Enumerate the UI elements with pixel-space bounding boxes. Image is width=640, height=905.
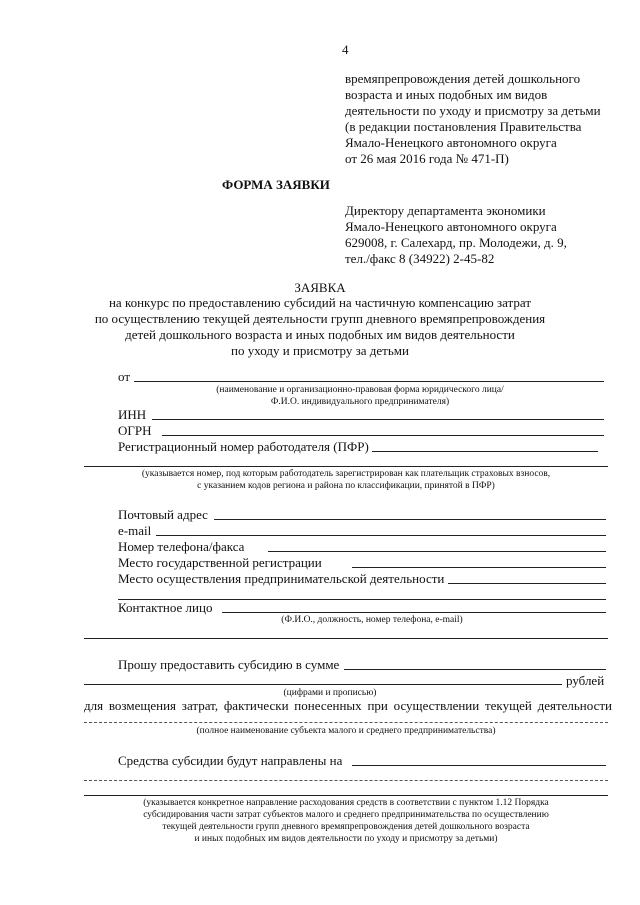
header-note-line: (в редакции постановления Правительства: [345, 119, 582, 134]
postal-label: Почтовый адрес: [118, 507, 208, 522]
from-hint: [140, 384, 580, 408]
header-note-line: от 26 мая 2016 года № 471-П): [345, 151, 509, 166]
rubles-label: рублей: [566, 673, 605, 688]
phone-label: Номер телефона/факса: [118, 539, 245, 554]
request-label: Прошу предоставить субсидию в сумме: [118, 657, 340, 672]
pfr-hint-line: с указанием кодов региона и района по классификации, принятой в ПФР): [197, 481, 495, 491]
entity-field[interactable]: [84, 722, 608, 723]
addressee-line: тел./факс 8 (34922) 2-45-82: [345, 251, 495, 266]
header-note-line: возраста и иных подобных им видов: [345, 87, 548, 102]
direction-hint-line: текущей деятельности групп дневного времяпрепровождения детей дошкольного возраста: [162, 822, 530, 832]
subtitle-line: по уходу и присмотру за детьми: [231, 343, 409, 358]
subtitle-line: на конкурс по предоставлению субсидий на частичную компенсацию затрат: [108, 295, 532, 310]
ogrn-label: ОГРН: [118, 423, 152, 438]
addressee-line: Директору департамента экономики: [345, 203, 546, 218]
addressee-line: 629008, г. Салехард, пр. Молодежи, д. 9,: [345, 235, 567, 250]
application-subtitle: [80, 295, 560, 359]
ogrn-field[interactable]: [162, 435, 604, 436]
funds-field-line-3[interactable]: [84, 795, 608, 796]
form-title: ФОРМА ЗАЯВКИ: [222, 177, 330, 192]
business-place-field[interactable]: [448, 583, 606, 584]
email-label: e-mail: [118, 523, 152, 538]
header-note-line: Ямало-Ненецкого автономного округа: [345, 135, 557, 150]
inn-field[interactable]: [152, 419, 604, 420]
subtitle-line: по осуществлению текущей деятельности групп дневного времяпрепровождения: [94, 311, 546, 326]
header-note: [345, 71, 625, 167]
subtitle-line: детей дошкольного возраста и иных подобных им видов деятельности: [125, 327, 515, 342]
application-title: ЗАЯВКА: [294, 280, 346, 295]
entity-hint: (полное наименование субъекта малого и среднего предпринимательства): [196, 726, 496, 736]
pfr-hint-line: (указывается номер, под которым работодатель зарегистрирован как плательщик страховых взносов,: [141, 469, 551, 479]
pfr-field[interactable]: [372, 451, 598, 452]
inn-label: ИНН: [118, 407, 147, 422]
contact-label: Контактное лицо: [118, 600, 213, 615]
from-hint-line: Ф.И.О. индивидуального предпринимателя): [270, 397, 450, 407]
contact-hint: (Ф.И.О., должность, номер телефона, e-mail): [281, 615, 463, 625]
funds-field-line-2[interactable]: [84, 780, 608, 781]
pfr-label: Регистрационный номер работодателя (ПФР): [118, 439, 369, 454]
addressee-line: Ямало-Ненецкого автономного округа: [345, 219, 557, 234]
direction-hint-line: субсидирования части затрат субъектов малого и среднего предпринимательства по осуществлению: [143, 810, 549, 820]
header-note-line: времяпрепровождения детей дошкольного: [345, 71, 581, 86]
pfr-hint: [84, 468, 608, 492]
amount-hint: (цифрами и прописью): [283, 688, 377, 698]
reg-place-label: Место государственной регистрации: [118, 555, 322, 570]
phone-field[interactable]: [268, 551, 606, 552]
amount-field[interactable]: [344, 669, 606, 670]
from-label: от: [118, 369, 131, 384]
contact-field[interactable]: [222, 612, 606, 613]
direction-hint-line: и иных подобных им видов деятельности по уходу и присмотру за детьми): [194, 834, 498, 844]
funds-field[interactable]: [352, 765, 606, 766]
page-number: 4: [342, 42, 349, 57]
from-hint-line: (наименование и организационно-правовая форма юридического лица/: [216, 385, 504, 395]
from-field[interactable]: [134, 381, 604, 382]
purpose-text: для возмещения затрат, фактически понесенных при осуществлении текущей деятельности: [84, 698, 612, 713]
header-note-line: деятельности по уходу и присмотру за детьми: [345, 103, 601, 118]
reg-place-field[interactable]: [352, 567, 606, 568]
addressee: [345, 203, 625, 267]
pfr-field-continued[interactable]: [84, 466, 608, 467]
contact-field-continued[interactable]: [84, 638, 608, 639]
direction-hint: [84, 797, 608, 845]
postal-field[interactable]: [214, 519, 606, 520]
email-field[interactable]: [156, 535, 606, 536]
funds-label: Средства субсидии будут направлены на: [118, 753, 343, 768]
direction-hint-line: (указывается конкретное направление расходования средств в соответствии с пунктом 1.12 Порядка: [143, 798, 549, 808]
business-place-label: Место осуществления предпринимательской деятельности: [118, 571, 445, 586]
amount-words-field[interactable]: [84, 684, 562, 685]
